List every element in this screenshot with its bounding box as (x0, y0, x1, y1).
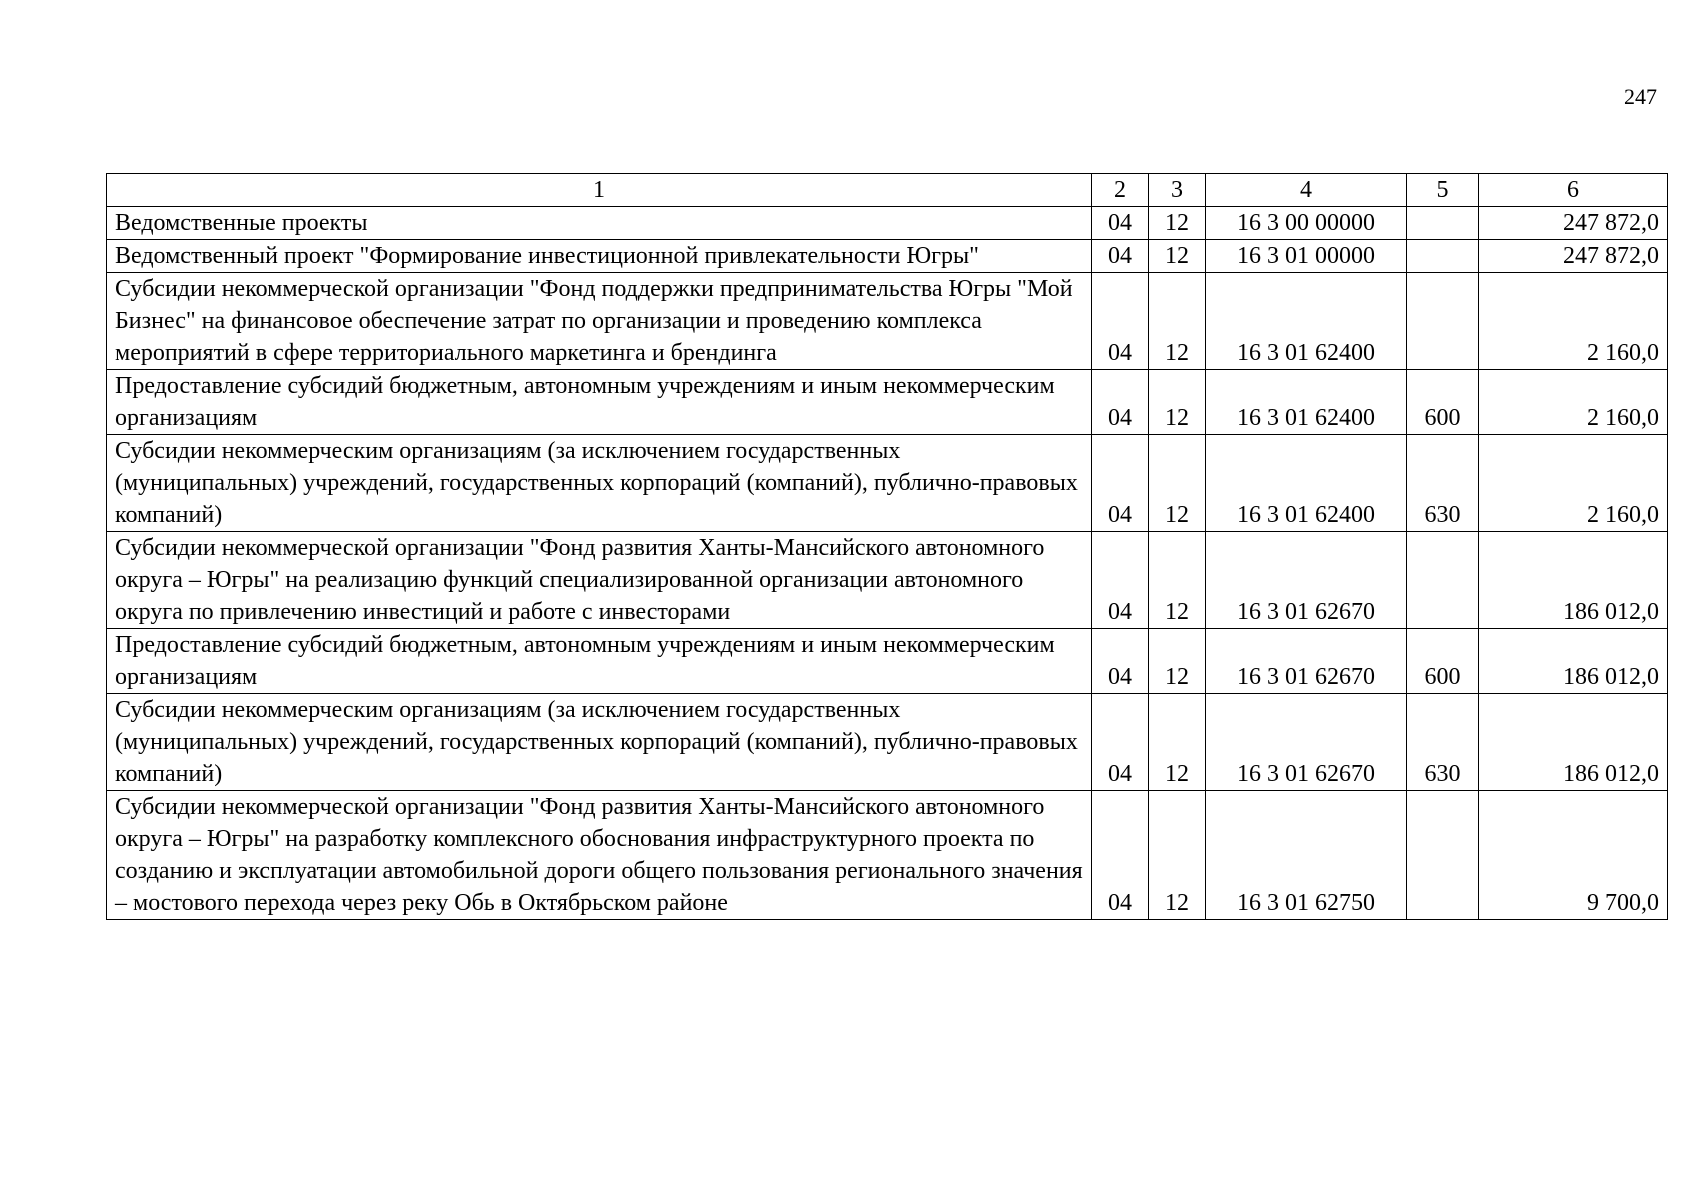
column-header: 1 (107, 174, 1092, 207)
target-article-cell: 16 3 01 62670 (1206, 629, 1407, 694)
subsection-code-cell: 12 (1149, 791, 1206, 920)
target-article-cell: 16 3 01 62670 (1206, 694, 1407, 791)
column-header: 6 (1479, 174, 1668, 207)
column-header: 5 (1407, 174, 1479, 207)
row-name-cell: Субсидии некоммерческим организациям (за исключением государственных (муниципальных) учреждений, государственных корпораций (компаний), публично-правовых компаний) (107, 435, 1092, 532)
table-row (107, 694, 1668, 791)
table-body (107, 207, 1668, 920)
target-article-cell: 16 3 01 62400 (1206, 273, 1407, 370)
row-name-cell: Ведомственный проект "Формирование инвестиционной привлекательности Югры" (107, 240, 1092, 273)
column-header: 3 (1149, 174, 1206, 207)
page-number: 247 (1624, 84, 1657, 109)
row-name-cell: Субсидии некоммерческой организации "Фонд развития Ханты-Мансийского автономного округа – Югры" на реализацию функций специализированной организации автономного округа по привлечению инвестиций и работе с инвесторами (107, 532, 1092, 629)
table-row (107, 791, 1668, 920)
subsection-code-cell: 12 (1149, 207, 1206, 240)
table-row (107, 240, 1668, 273)
section-code-cell: 04 (1092, 207, 1149, 240)
row-name-cell: Субсидии некоммерческим организациям (за исключением государственных (муниципальных) учреждений, государственных корпораций (компаний), публично-правовых компаний) (107, 694, 1092, 791)
column-header: 2 (1092, 174, 1149, 207)
expense-type-cell (1407, 240, 1479, 273)
expense-type-cell (1407, 207, 1479, 240)
amount-cell: 9 700,0 (1479, 791, 1668, 920)
amount-cell: 2 160,0 (1479, 370, 1668, 435)
section-code-cell: 04 (1092, 240, 1149, 273)
table-row (107, 435, 1668, 532)
section-code-cell: 04 (1092, 273, 1149, 370)
expense-type-cell: 630 (1407, 694, 1479, 791)
amount-cell: 247 872,0 (1479, 240, 1668, 273)
amount-cell: 186 012,0 (1479, 629, 1668, 694)
amount-cell: 186 012,0 (1479, 532, 1668, 629)
expense-type-cell (1407, 273, 1479, 370)
table-row (107, 532, 1668, 629)
section-code-cell: 04 (1092, 532, 1149, 629)
table-row (107, 629, 1668, 694)
table-row (107, 370, 1668, 435)
section-code-cell: 04 (1092, 629, 1149, 694)
subsection-code-cell: 12 (1149, 532, 1206, 629)
table-row (107, 273, 1668, 370)
row-name-cell: Субсидии некоммерческой организации "Фонд поддержки предпринимательства Югры "Мой Бизнес" на финансовое обеспечение затрат по организации и проведению комплекса мероприятий в сфере территориального маркетинга и брендинга (107, 273, 1092, 370)
section-code-cell: 04 (1092, 370, 1149, 435)
subsection-code-cell: 12 (1149, 240, 1206, 273)
row-name-cell: Предоставление субсидий бюджетным, автономным учреждениям и иным некоммерческим организациям (107, 629, 1092, 694)
expense-type-cell (1407, 791, 1479, 920)
table-header (107, 174, 1668, 207)
header-row (107, 174, 1668, 207)
target-article-cell: 16 3 01 62670 (1206, 532, 1407, 629)
subsection-code-cell: 12 (1149, 435, 1206, 532)
target-article-cell: 16 3 01 62750 (1206, 791, 1407, 920)
amount-cell: 2 160,0 (1479, 273, 1668, 370)
subsection-code-cell: 12 (1149, 370, 1206, 435)
expense-type-cell: 630 (1407, 435, 1479, 532)
budget-table (106, 173, 1668, 920)
amount-cell: 2 160,0 (1479, 435, 1668, 532)
subsection-code-cell: 12 (1149, 629, 1206, 694)
target-article-cell: 16 3 00 00000 (1206, 207, 1407, 240)
row-name-cell: Предоставление субсидий бюджетным, автономным учреждениям и иным некоммерческим организациям (107, 370, 1092, 435)
subsection-code-cell: 12 (1149, 273, 1206, 370)
target-article-cell: 16 3 01 00000 (1206, 240, 1407, 273)
column-header: 4 (1206, 174, 1407, 207)
row-name-cell: Ведомственные проекты (107, 207, 1092, 240)
target-article-cell: 16 3 01 62400 (1206, 370, 1407, 435)
expense-type-cell: 600 (1407, 370, 1479, 435)
row-name-cell: Субсидии некоммерческой организации "Фонд развития Ханты-Мансийского автономного округа – Югры" на разработку комплексного обоснования инфраструктурного проекта по созданию и эксплуатации автомобильной дороги общего пользования регионального значения – мостового перехода через реку Обь в Октябрьском районе (107, 791, 1092, 920)
section-code-cell: 04 (1092, 694, 1149, 791)
target-article-cell: 16 3 01 62400 (1206, 435, 1407, 532)
subsection-code-cell: 12 (1149, 694, 1206, 791)
section-code-cell: 04 (1092, 435, 1149, 532)
section-code-cell: 04 (1092, 791, 1149, 920)
expense-type-cell (1407, 532, 1479, 629)
amount-cell: 247 872,0 (1479, 207, 1668, 240)
table-row (107, 207, 1668, 240)
expense-type-cell: 600 (1407, 629, 1479, 694)
amount-cell: 186 012,0 (1479, 694, 1668, 791)
